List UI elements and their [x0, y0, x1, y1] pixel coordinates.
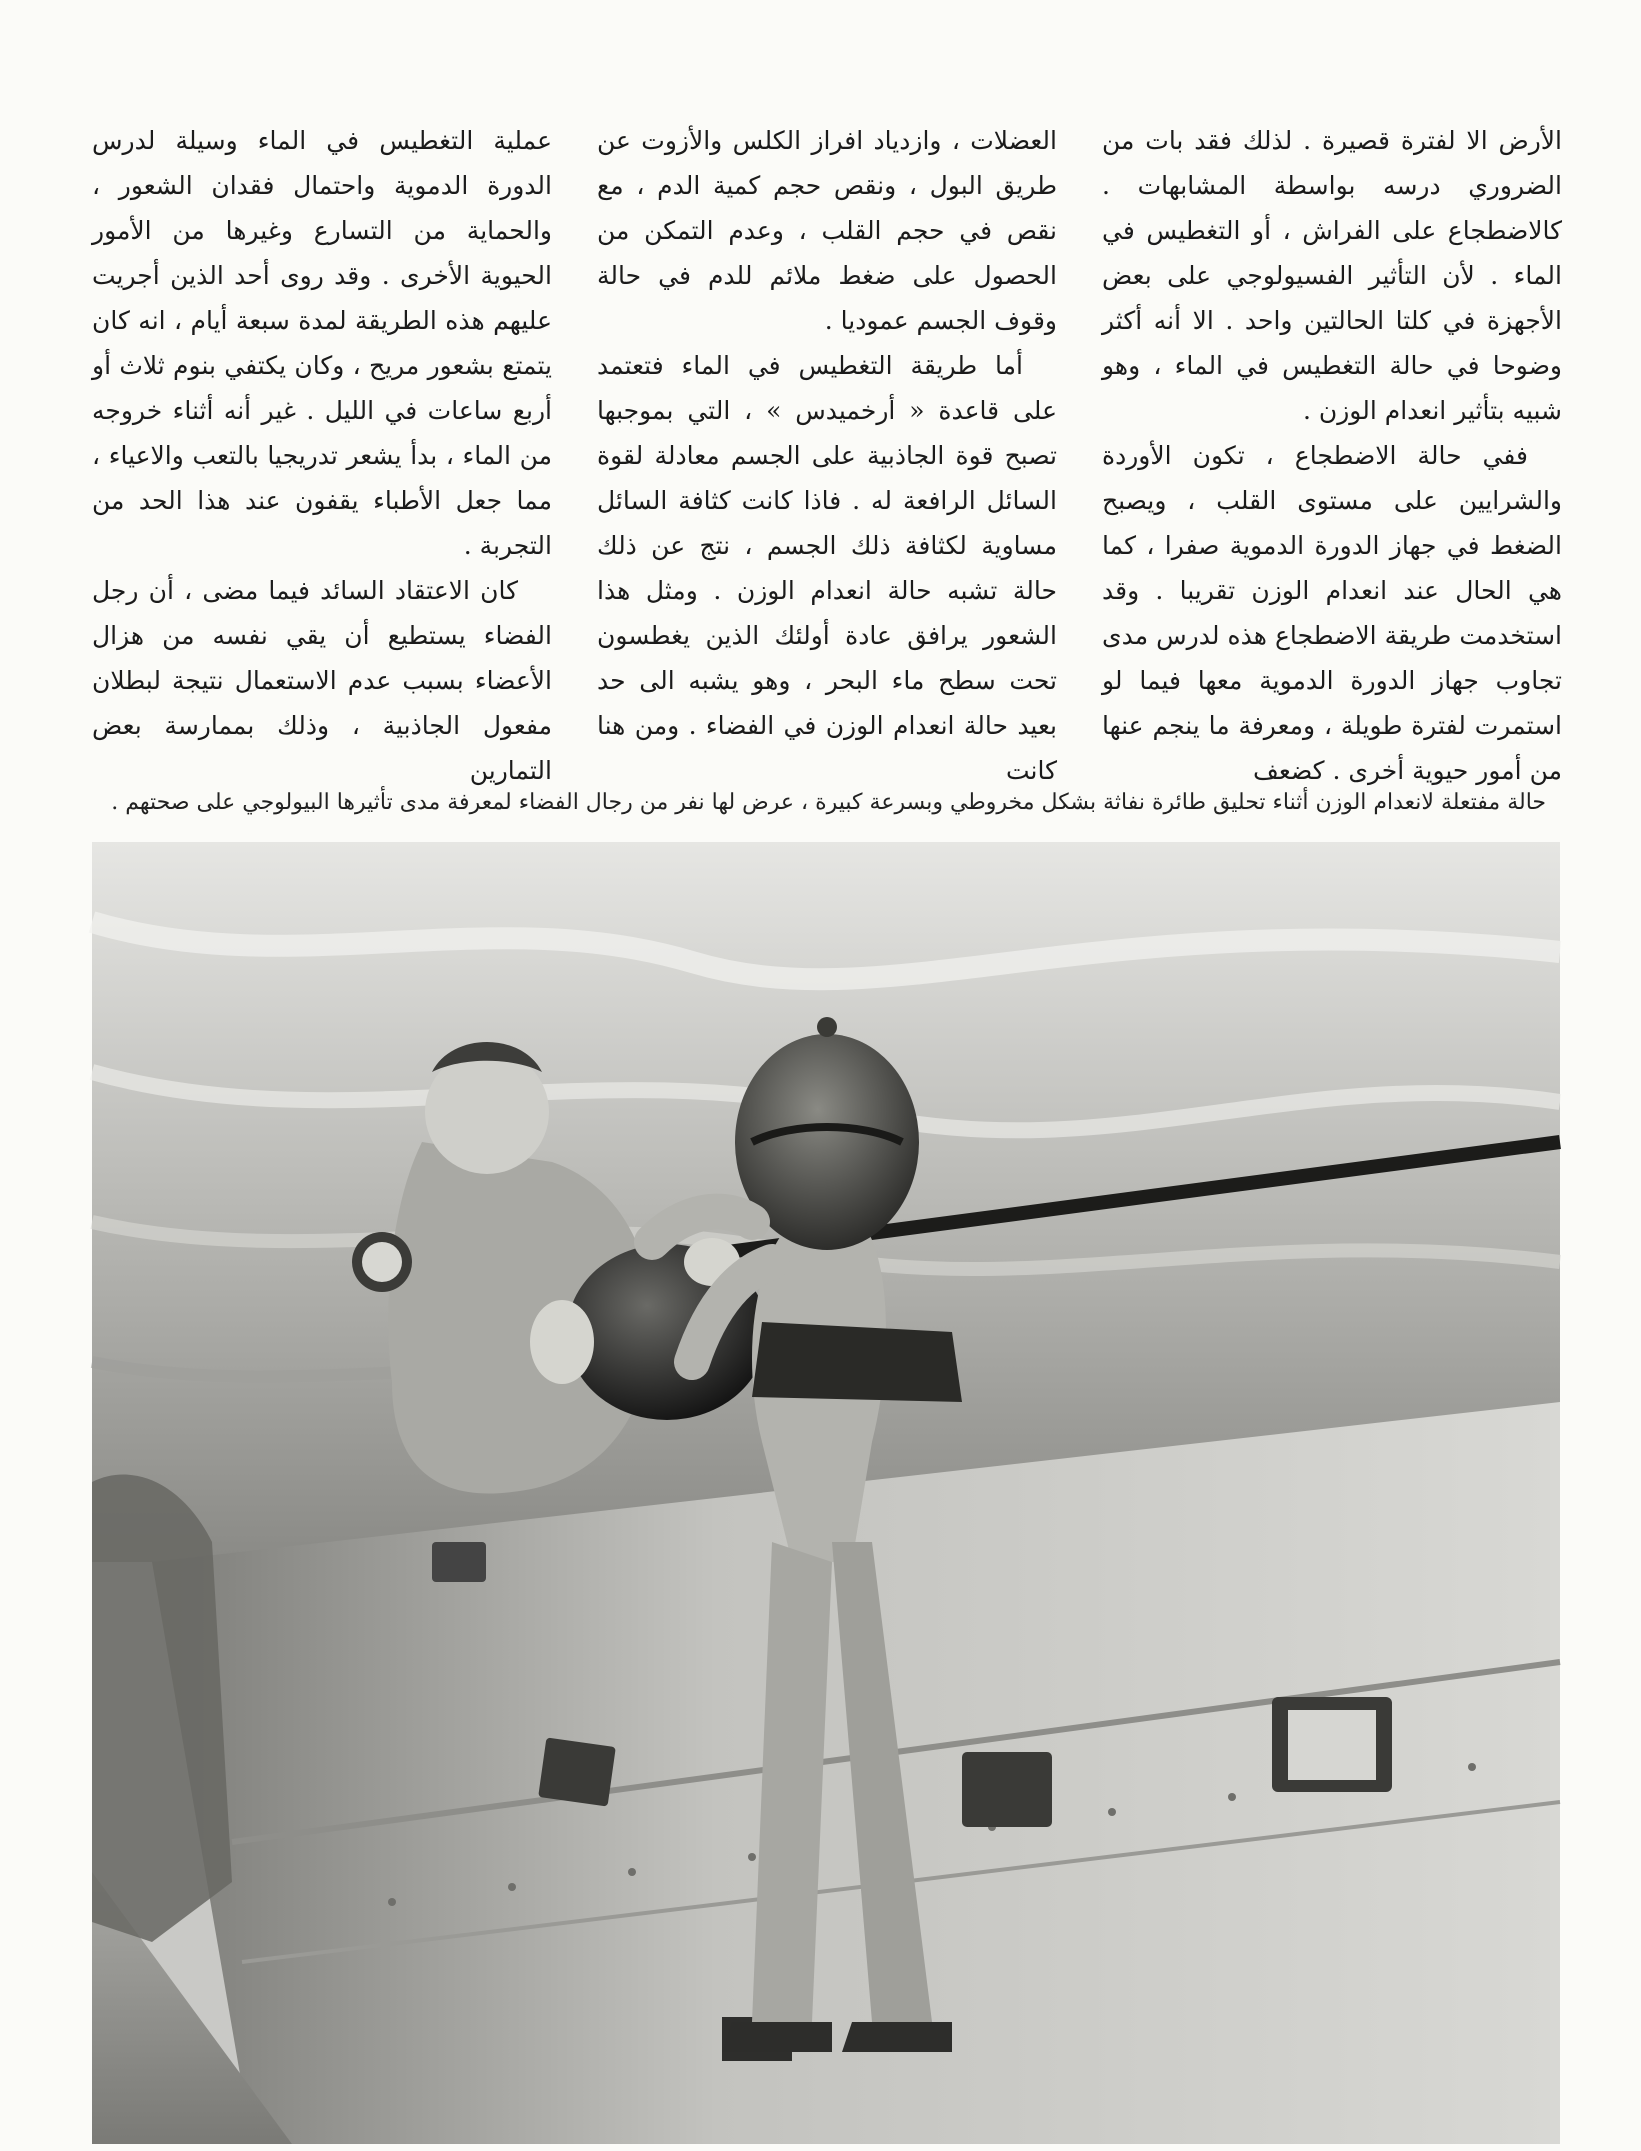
- paragraph: عملية التغطيس في الماء وسيلة لدرس الدورة الدموية واحتمال فقدان الشعور ، والحماية من التسارع وغيرها من الأمور الحيوية الأخرى . وقد روى أحد الذين أجريت عليهم هذه الطريقة لمدة سبعة أيام ، انه كان يتمتع بشعور مريح ، وكان يكتفي بنوم ثلاث أو أربع ساعات في الليل . غير أنه أثناء خروجه من الماء ، بدأ يشعر تدريجيا بالتعب والاعياء ، مما جعل الأطباء يقفون عند هذا الحد من التجربة .: [92, 126, 552, 560]
- text-column-middle: [597, 118, 1057, 785]
- paragraph: ففي حالة الاضطجاع ، تكون الأوردة والشرايين على مستوى القلب ، ويصبح الضغط في جهاز الدورة الدموية صفرا ، كما هي الحال عند انعدام الوزن تقريبا . وقد استخدمت طريقة الاضطجاع هذه لدرس مدى تجاوب جهاز الدورة الدموية معها فيما لو استمرت لفترة طويلة ، ومعرفة ما ينجم عنها من أمور حيوية أخرى . كضعف: [1102, 441, 1562, 785]
- text-column-right: [1102, 118, 1562, 785]
- text-column-left: [92, 118, 552, 785]
- paragraph: كان الاعتقاد السائد فيما مضى ، أن رجل الفضاء يستطيع أن يقي نفسه من هزال الأعضاء بسبب عدم الاستعمال نتيجة لبطلان مفعول الجاذبية ، وذلك بممارسة بعض التمارين: [92, 576, 552, 785]
- photo-caption: حالة مفتعلة لانعدام الوزن أثناء تحليق طائرة نفاثة بشكل مخروطي وبسرعة كبيرة ، عرض لها نفر من رجال الفضاء لمعرفة مدى تأثيرها البيولوجي على صحتهم .: [111, 790, 1546, 815]
- paragraph: العضلات ، وازدياد افراز الكلس والأزوت عن طريق البول ، ونقص حجم كمية الدم ، مع نقص في حجم القلب ، وعدم التمكن من الحصول على ضغط ملائم للدم في حالة وقوف الجسم عموديا .: [597, 126, 1057, 335]
- weightlessness-photo: [92, 842, 1560, 2144]
- article-columns: [92, 118, 1562, 785]
- paragraph: الأرض الا لفترة قصيرة . لذلك فقد بات من الضروري درسه بواسطة المشابهات . كالاضطجاع على الفراش ، أو التغطيس في الماء . لأن التأثير الفسيولوجي على بعض الأجهزة في كلتا الحالتين واحد . الا أنه أكثر وضوحا في حالة التغطيس في الماء ، وهو شبيه بتأثير انعدام الوزن .: [1102, 126, 1562, 425]
- paragraph: أما طريقة التغطيس في الماء فتعتمد على قاعدة « أرخميدس » ، التي بموجبها تصبح قوة الجاذبية على الجسم معادلة لقوة السائل الرافعة له . فاذا كانت كثافة السائل مساوية لكثافة ذلك الجسم ، نتج عن ذلك حالة تشبه حالة انعدام الوزن . ومثل هذا الشعور يرافق عادة أولئك الذين يغطسون تحت سطح ماء البحر ، وهو يشبه الى حد بعيد حالة انعدام الوزن في الفضاء . ومن هنا كانت: [597, 351, 1057, 785]
